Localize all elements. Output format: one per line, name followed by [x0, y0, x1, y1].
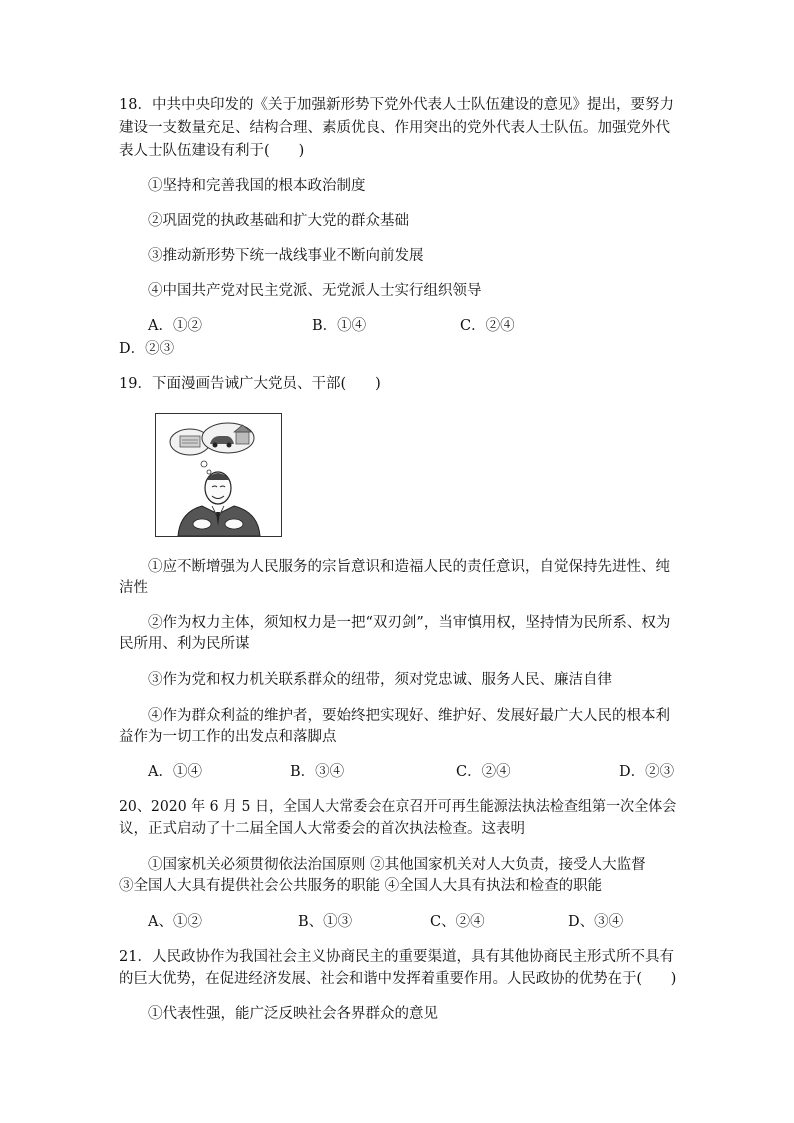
q18-option-d[interactable]: D．②③ [119, 341, 175, 357]
q20-option-c[interactable]: C、②④ [430, 914, 485, 930]
q19-item-1-cont: 洁性 [119, 580, 148, 596]
q19-item-2-cont: 民所用、利为民所谋 [119, 636, 250, 652]
q20-stem-line: 议，正式启动了十二届全国人大常委会的首次执法检查。这表明 [119, 821, 525, 837]
q19-option-c[interactable]: C．②④ [456, 764, 511, 780]
q18-stem-line: 表人士队伍建设有利于( ) [119, 143, 305, 159]
q18-item-3: ③推动新形势下统一战线事业不断向前发展 [148, 248, 424, 264]
q20-option-d[interactable]: D、③④ [568, 914, 624, 930]
q19-option-b[interactable]: B．③④ [290, 764, 345, 780]
q20-stem-line: 20、2020 年 6 月 5 日，全国人大常委会在京召开可再生能源法执法检查组第一次全体会 [119, 799, 677, 815]
q19-item-2: ②作为权力主体，须知权力是一把“双刃剑”，当审慎用权，坚持情为民所系、权为 [148, 615, 671, 631]
q18-option-b[interactable]: B．①④ [312, 318, 367, 334]
q19-option-d[interactable]: D．②③ [619, 764, 675, 780]
cartoon-image [155, 413, 282, 537]
q19-option-a[interactable]: A．①④ [148, 764, 202, 780]
q20-items-line: ①国家机关必须贯彻依法治国原则 ②其他国家机关对人大负责，接受人大监督 [148, 857, 646, 873]
q18-option-c[interactable]: C．②④ [460, 318, 515, 334]
q18-stem-line: 建设一支数量充足、结构合理、素质优良、作用突出的党外代表人士队伍。加强党外代 [119, 120, 670, 136]
q19-item-3: ③作为党和权力机关联系群众的纽带，须对党忠诚、服务人民、廉洁自律 [148, 672, 612, 688]
cartoon-official-dreaming-icon [156, 414, 281, 536]
q18-item-4: ④中国共产党对民主党派、无党派人士实行组织领导 [148, 283, 482, 299]
q21-stem-line: 21．人民政协作为我国社会主义协商民主的重要渠道，具有其他协商民主形式所不具有 [119, 949, 674, 965]
q21-item-1: ①代表性强，能广泛反映社会各界群众的意见 [148, 1006, 438, 1022]
q20-option-a[interactable]: A、①② [148, 914, 202, 930]
q19-item-4-cont: 益作为一切工作的出发点和落脚点 [119, 729, 337, 745]
q21-stem-line: 的巨大优势，在促进经济发展、社会和谐中发挥着重要作用。人民政协的优势在于( ) [119, 971, 677, 987]
q19-stem: 19．下面漫画告诫广大党员、干部( ) [119, 376, 381, 392]
q19-item-1: ①应不断增强为人民服务的宗旨意识和造福人民的责任意识，自觉保持先进性、纯 [148, 559, 670, 575]
q18-option-a[interactable]: A．①② [148, 318, 202, 334]
q19-item-4: ④作为群众利益的维护者，要始终把实现好、维护好、发展好最广大人民的根本利 [148, 708, 670, 724]
q20-items-line: ③全国人大具有提供社会公共服务的职能 ④全国人大具有执法和检查的职能 [119, 878, 603, 894]
q18-stem-line: 18．中共中央印发的《关于加强新形势下党外代表人士队伍建设的意见》提出，要努力 [119, 97, 674, 113]
q20-option-b[interactable]: B、①③ [298, 914, 353, 930]
q18-item-2: ②巩固党的执政基础和扩大党的群众基础 [148, 213, 409, 229]
q18-item-1: ①坚持和完善我国的根本政治制度 [148, 178, 366, 194]
